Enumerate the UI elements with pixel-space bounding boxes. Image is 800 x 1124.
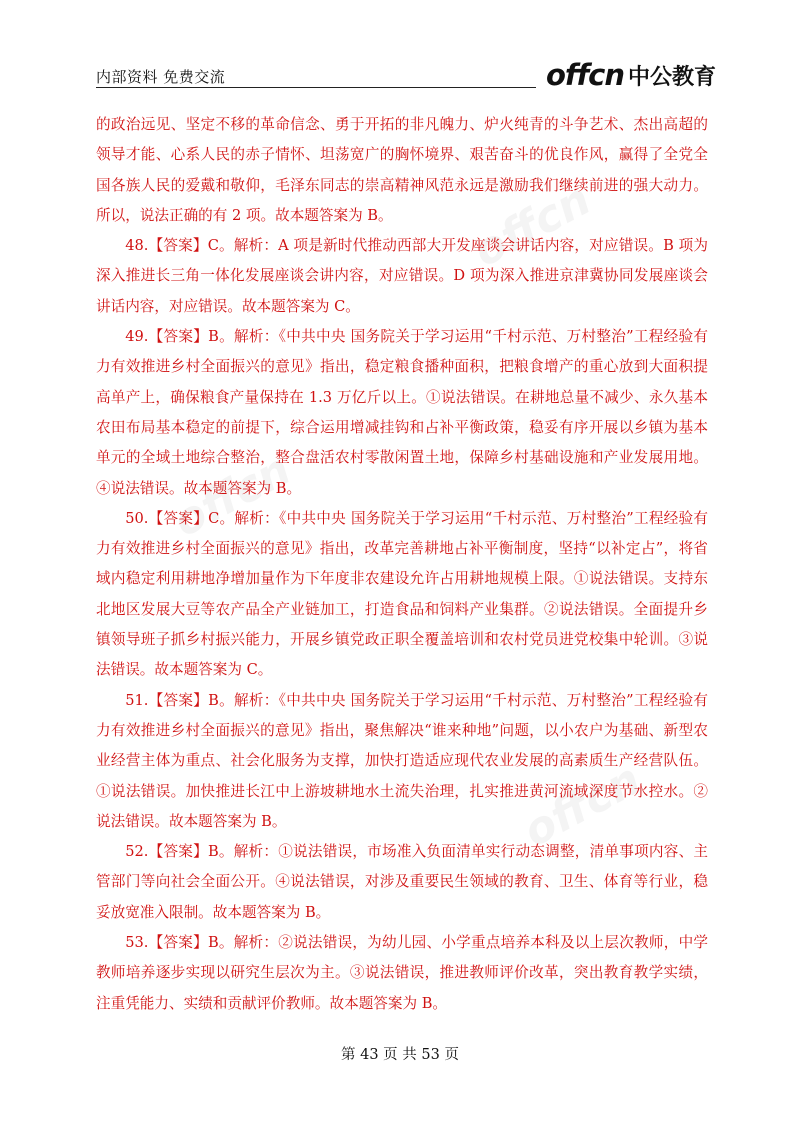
answer-48: 48.【答案】C。解析：A 项是新时代推动西部大开发座谈会讲话内容，对应错误。B 项为深入推进长三角一体化发展座谈会讲内容，对应错误。D 项为深入推进京津冀协同发展座谈会讲话内容，对应错误。故本题答案为 C。 — [96, 237, 708, 315]
answer-50: 50.【答案】C。解析：《中共中央 国务院关于学习运用“千村示范、万村整治”工程经验有力有效推进乡村全面振兴的意见》指出，改革完善耕地占补平衡制度，坚持“以补定占”，将省域内稳定利用耕地净增加量作为下年度非农建设允许占用耕地规模上限。①说法错误。支持东北地区发展大豆等农产品全产业链加工，打造食品和饲料产业集群。②说法错误。全面提升乡镇领导班子抓乡村振兴能力，开展乡镇党政正职全覆盖培训和农村党员进党校集中轮训。③说法错误。故本题答案为 C。 — [96, 509, 708, 679]
page-header — [96, 58, 716, 92]
answer-53: 53.【答案】B。解析：②说法错误，为幼儿园、小学重点培养本科及以上层次教师，中学教师培养逐步实现以研究生层次为主。③说法错误，推进教师评价改革，突出教育教学实绩，注重凭能力、实绩和贡献评价教师。故本题答案为 B。 — [96, 934, 708, 1012]
page-number: 第 43 页 共 53 页 — [341, 1047, 459, 1063]
answer-52: 52.【答案】B。解析：①说法错误，市场准入负面清单实行动态调整，清单事项内容、主管部门等向社会全面公开。④说法错误，对涉及重要民生领域的教育、卫生、体育等行业，稳妥放宽准入限制。故本题答案为 B。 — [96, 843, 708, 921]
document-body — [96, 110, 708, 1019]
paragraph-continuation: 的政治远见、坚定不移的革命信念、勇于开拓的非凡魄力、炉火纯青的斗争艺术、杰出高超的领导才能、心系人民的赤子情怀、坦荡宽广的胸怀境界、艰苦奋斗的优良作风，赢得了全党全国各族人民的爱戴和敬仰，毛泽东同志的崇高精神风范永远是激励我们继续前进的强大动力。所以，说法正确的有 2 项。故本题答案为 B。 — [96, 116, 708, 224]
answer-51: 51.【答案】B。解析：《中共中央 国务院关于学习运用“千村示范、万村整治”工程经验有力有效推进乡村全面振兴的意见》指出，聚焦解决“谁来种地”问题，以小农户为基础、新型农业经营主体为重点、社会化服务为支撑，加快打造适应现代农业发展的高素质生产经营队伍。①说法错误。加快推进长江中上游坡耕地水土流失治理，扎实推进黄河流域深度节水控水。②说法错误。故本题答案为 B。 — [96, 691, 708, 830]
header-rule — [96, 87, 536, 88]
answer-49: 49.【答案】B。解析：《中共中央 国务院关于学习运用“千村示范、万村整治”工程经验有力有效推进乡村全面振兴的意见》指出，稳定粮食播种面积，把粮食增产的重心放到大面积提高单产上，确保粮食产量保持在 1.3 万亿斤以上。①说法错误。在耕地总量不减少、永久基本农田布局基本稳定的前提下，综合运用增减挂钩和占补平衡政策，稳妥有序开展以乡镇为基本单元的全域土地综合整治，整合盘活农村零散闲置土地，保障乡村基础设施和产业发展用地。④说法错误。故本题答案为 B。 — [96, 328, 708, 497]
logo-chinese-text: 中公教育 — [627, 64, 716, 90]
offcn-logo — [546, 60, 716, 90]
logo-latin-text: offcn — [545, 58, 624, 92]
header-label: 内部资料 免费交流 — [96, 68, 226, 86]
